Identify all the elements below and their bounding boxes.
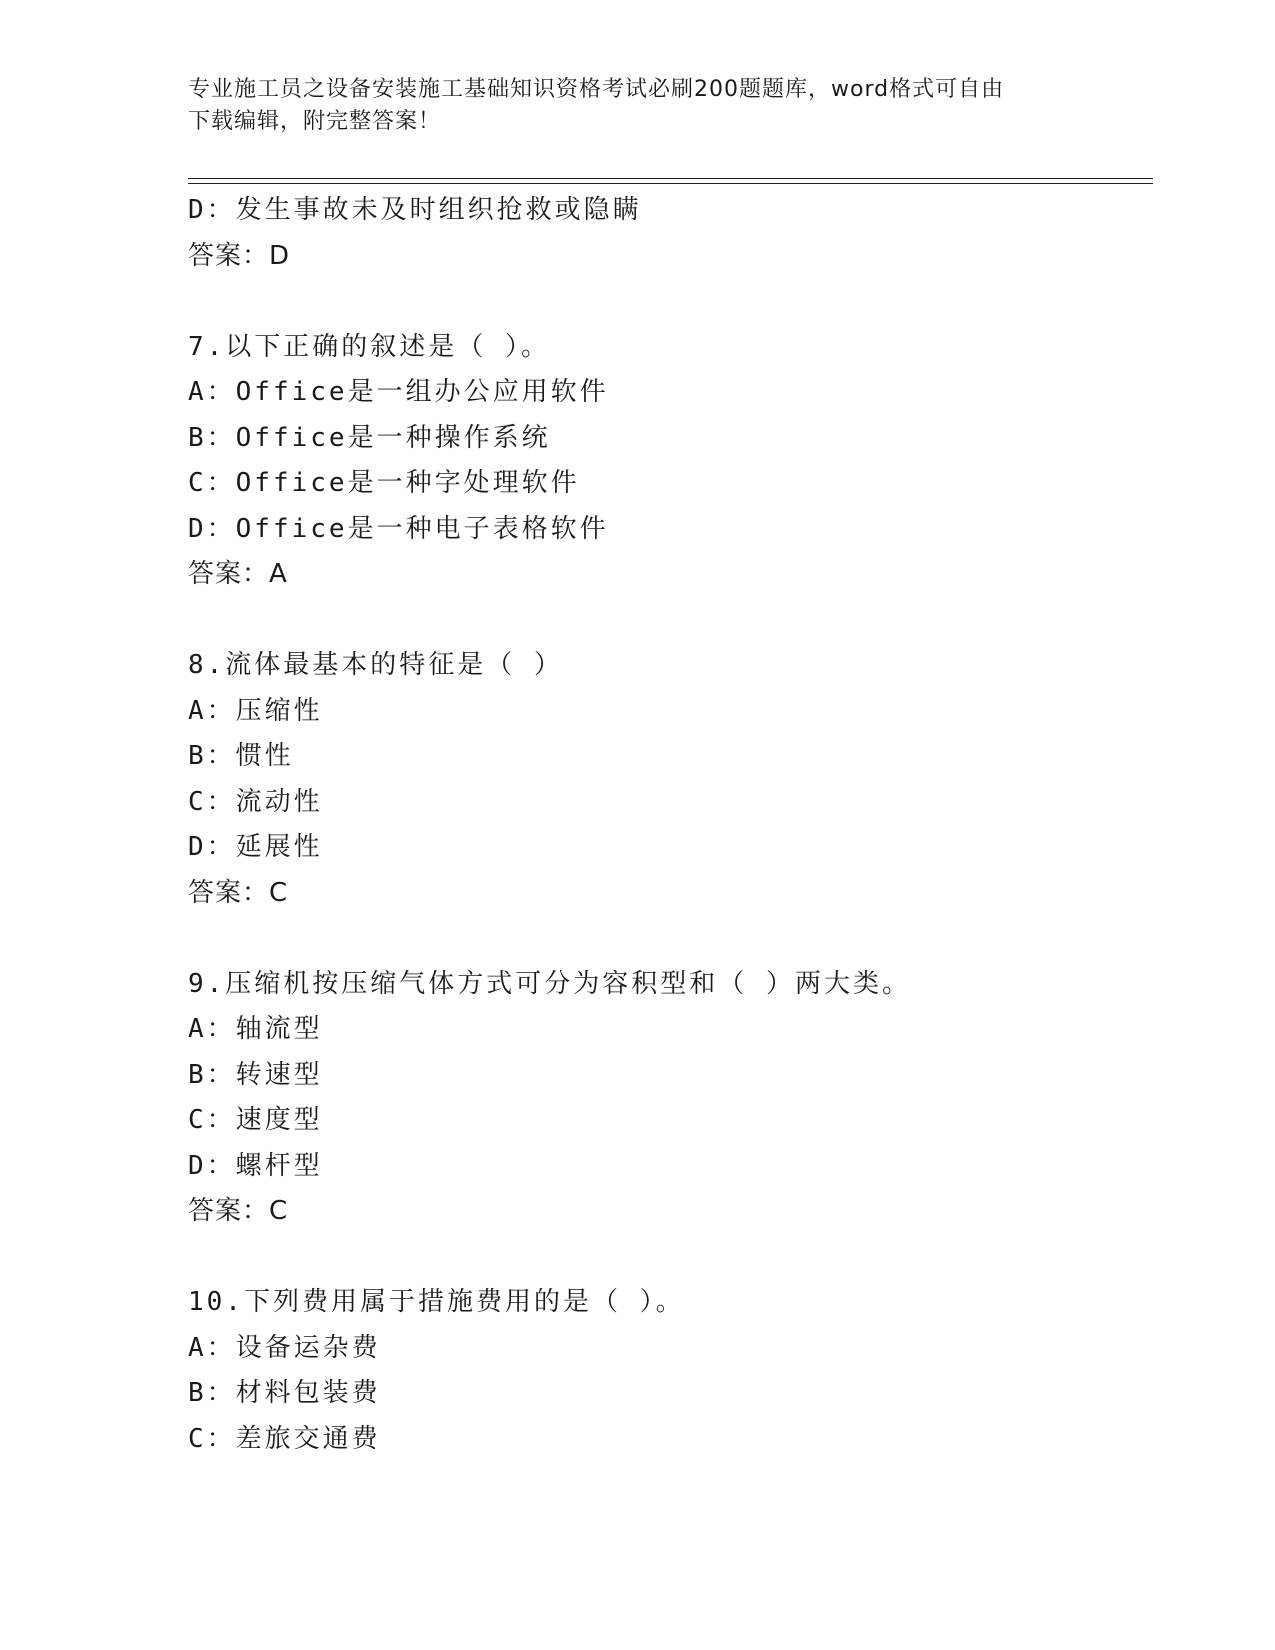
question-8 xyxy=(188,643,1148,916)
option-b: B：材料包装费 xyxy=(188,1378,381,1408)
question-9 xyxy=(188,962,1148,1235)
option-d: D：螺杆型 xyxy=(188,1150,323,1181)
spacer xyxy=(188,1235,1148,1281)
question-7 xyxy=(188,325,1148,598)
question-stem: 10.下列费用属于措施费用的是（ ）。 xyxy=(188,1287,685,1317)
option-d: D：发生事故未及时组织抢救或隐瞒 xyxy=(188,195,642,225)
option-b: B：Office是一种操作系统 xyxy=(188,422,551,453)
spacer xyxy=(188,598,1148,644)
answer-line: 答案：C xyxy=(188,1196,289,1226)
option-b: B：惯性 xyxy=(188,741,294,771)
option-d: D：Office是一种电子表格软件 xyxy=(188,513,609,544)
question-stem: 8.流体最基本的特征是（ ） xyxy=(188,650,563,680)
option-a: A：轴流型 xyxy=(188,1014,323,1044)
answer-line: 答案：A xyxy=(188,559,288,589)
question-stem: 9.压缩机按压缩气体方式可分为容积型和（ ）两大类。 xyxy=(188,968,911,999)
header-title-line-1: 专业施工员之设备安装施工基础知识资格考试必刷200题题库，word格式可自由 xyxy=(188,77,1005,102)
option-c: C：差旅交通费 xyxy=(188,1423,381,1454)
option-c: C：速度型 xyxy=(188,1105,323,1135)
header-divider-top xyxy=(188,178,1153,179)
header-divider-bottom xyxy=(188,183,1153,184)
option-d: D：延展性 xyxy=(188,832,323,862)
header-title-line-2: 下载编辑，附完整答案！ xyxy=(188,109,442,134)
option-b: B：转速型 xyxy=(188,1059,323,1090)
question-list xyxy=(188,188,1148,1462)
option-a: A：压缩性 xyxy=(188,695,323,726)
option-c: C：流动性 xyxy=(188,786,323,817)
spacer xyxy=(188,279,1148,325)
answer-line: 答案：D xyxy=(188,240,291,271)
option-c: C：Office是一种字处理软件 xyxy=(188,468,580,498)
option-a: A：Office是一组办公应用软件 xyxy=(188,377,609,407)
previous-question-tail xyxy=(188,188,1148,279)
question-stem: 7.以下正确的叙述是（ ）。 xyxy=(188,331,550,362)
question-10 xyxy=(188,1280,1148,1462)
option-a: A：设备运杂费 xyxy=(188,1332,381,1363)
answer-line: 答案：C xyxy=(188,877,289,908)
document-header xyxy=(188,74,1068,138)
spacer xyxy=(188,916,1148,962)
